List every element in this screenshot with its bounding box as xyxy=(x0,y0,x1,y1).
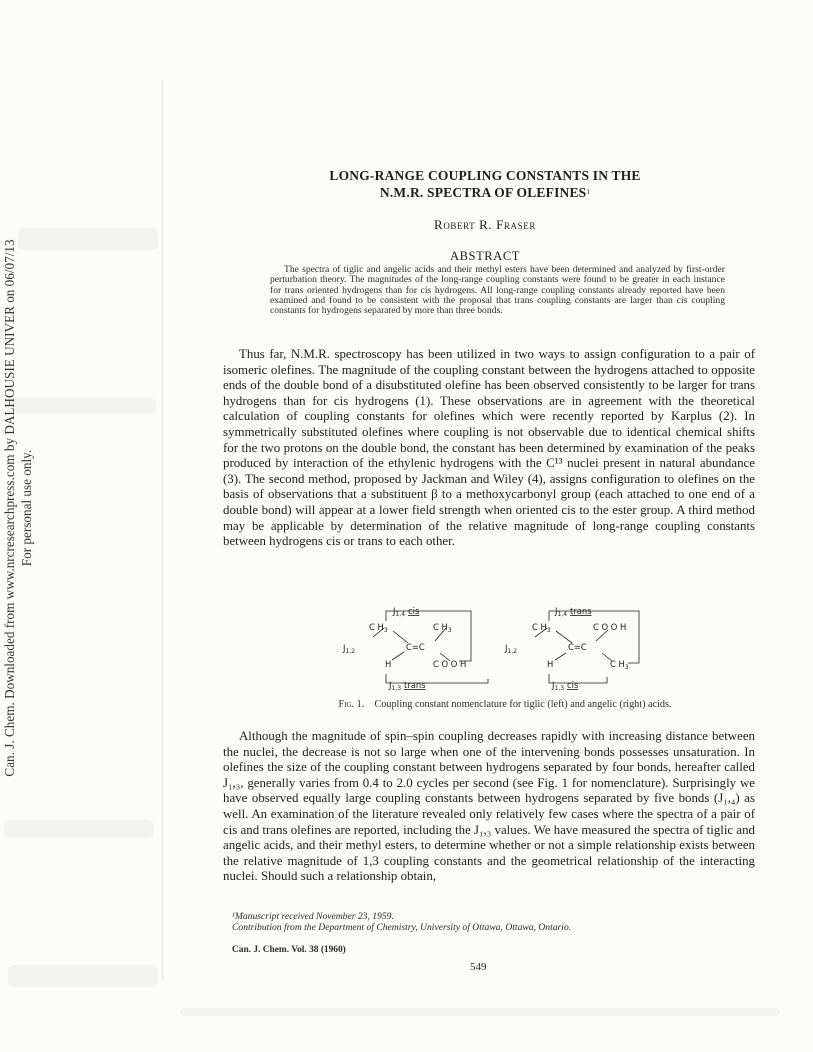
svg-text:J1,2: $J_{1,2}$ xyxy=(505,643,518,655)
watermark-line-1: Can. J. Chem. Downloaded from www.nrcresearchpress.com by DALHOUSIE UNIVER on 06/07/13 xyxy=(2,239,17,777)
article-title xyxy=(230,167,740,201)
svg-text:C O O H: C O O H xyxy=(593,622,627,632)
footnote-manuscript-received: ¹Manuscript received November 23, 1959. xyxy=(232,911,394,922)
svg-text:C=C: C=C xyxy=(568,642,587,652)
svg-text:C H3: C $H_3$ xyxy=(433,622,452,634)
download-watermark xyxy=(1,193,53,823)
footnote-contribution: Contribution from the Department of Chemistry, University of Ottawa, Ottawa, Ontario. xyxy=(232,922,572,933)
scan-artifact xyxy=(180,1008,780,1016)
svg-text:C O O H: C O O H xyxy=(433,659,467,669)
title-line-2: N.M.R. SPECTRA OF OLEFINES xyxy=(379,185,587,200)
svg-text:J1,4trans: $J_{1,4}$ trans xyxy=(555,606,592,618)
svg-text:J1,3trans: $J_{1,3}$ trans xyxy=(389,680,426,692)
title-line-1: LONG-RANGE COUPLING CONSTANTS IN THE xyxy=(329,168,641,183)
title-footnote-mark: 1 xyxy=(586,188,591,196)
svg-text:J1,3cis: $J_{1,3}$ cis xyxy=(552,680,579,692)
figure-1-diagram xyxy=(340,603,650,692)
svg-text:C H3: C $H_3$ xyxy=(369,622,388,634)
body-paragraph-1: Thus far, N.M.R. spectroscopy has been utilized in two ways to assign configuration to a pair of isomeric olefines. The magnitude of the coupling constant between the hydrogens attached to opposite ends of the double bond of a disubstituted olefine has been observed consistently to be larger for trans hydrogens than for cis hydrogens (1). These observations are in agreement with the theoretical calculation of coupling constants for olefines which were recently reported by Karplus (2). In symmetrically substituted olefines where coupling is not observable due to identical chemical shifts for the two protons on the double bond, the constant has been determined by examination of the peaks produced by interaction of the ethylenic hydrogens with the C¹³ nuclei present in natural abundance (3). The second method, proposed by Jackman and Wiley (4), assigns configuration to olefines on the basis of observations that a substituent β to a methoxycarbonyl group (each attached to one end of a double bond) will appear at a lower field strength when oriented cis to the ester group. A third method may be applicable by determination of the relative magnitude of long-range coupling constants between hydrogens cis or trans to each other. xyxy=(223,347,755,549)
footnote xyxy=(232,911,752,933)
body-paragraph-2: Although the magnitude of spin–spin coupling decreases rapidly with increasing distance between the nuclei, the decrease is not so large when one of the intervening bonds possesses unsaturation. In olefines the size of the coupling constant between hydrogens separated by four bonds, hereafter called J₁,₃, generally varies from 0.4 to 2.0 cycles per second (see Fig. 1 for nomenclature). Surprisingly we have observed equally large coupling constants between hydrogens separated by five bonds (J₁,₄) as well. An examination of the literature revealed only relatively few cases where the spectra of a pair of cis and trans olefines are reported, including the J₁,₃ values. We have measured the spectra of tiglic and angelic acids, and their methyl esters, to determine whether or not a simple relationship exists between the relative magnitude of 1,3 coupling constants and the geometrical relationship of the interacting nuclei. Should such a relationship obtain, xyxy=(223,729,755,884)
figure-caption-text: Coupling constant nomenclature for tiglic (left) and angelic (right) acids. xyxy=(374,699,672,710)
svg-text:C H3: C $H_3$ xyxy=(532,622,551,634)
page-number: 549 xyxy=(470,961,487,973)
journal-citation: Can. J. Chem. Vol. 38 (1960) xyxy=(232,945,346,955)
svg-text:J1,2: $J_{1,2}$ xyxy=(343,643,356,655)
figure-label: Fig. 1. xyxy=(338,699,365,710)
page-spine-line xyxy=(162,80,163,980)
svg-text:C=C: C=C xyxy=(406,642,425,652)
svg-text:H: H xyxy=(547,659,554,669)
svg-text:H: H xyxy=(385,659,392,669)
scan-artifact xyxy=(8,965,158,987)
abstract-heading: ABSTRACT xyxy=(449,249,521,263)
svg-text:J1,4cis: $J_{1,4}$ cis xyxy=(393,606,420,618)
watermark-line-2: For personal use only. xyxy=(19,449,34,567)
author-name: Robert R. Fraser xyxy=(434,217,536,232)
figure-1-caption xyxy=(255,699,755,710)
abstract-text: The spectra of tiglic and angelic acids and their methyl esters have been determined and analyzed by first-order perturbation theory. The magnitudes of the long-range coupling constants were found to be greater in each instance for trans oriented hydrogens than for cis hydrogens. All long-range coupling constants already reported have been examined and found to be consistent with the proposal that trans coupling constants are larger than cis coupling constants for hydrogens separated by more than three bonds. xyxy=(270,264,725,317)
svg-text:C H3: C $H_3$ xyxy=(610,659,629,671)
